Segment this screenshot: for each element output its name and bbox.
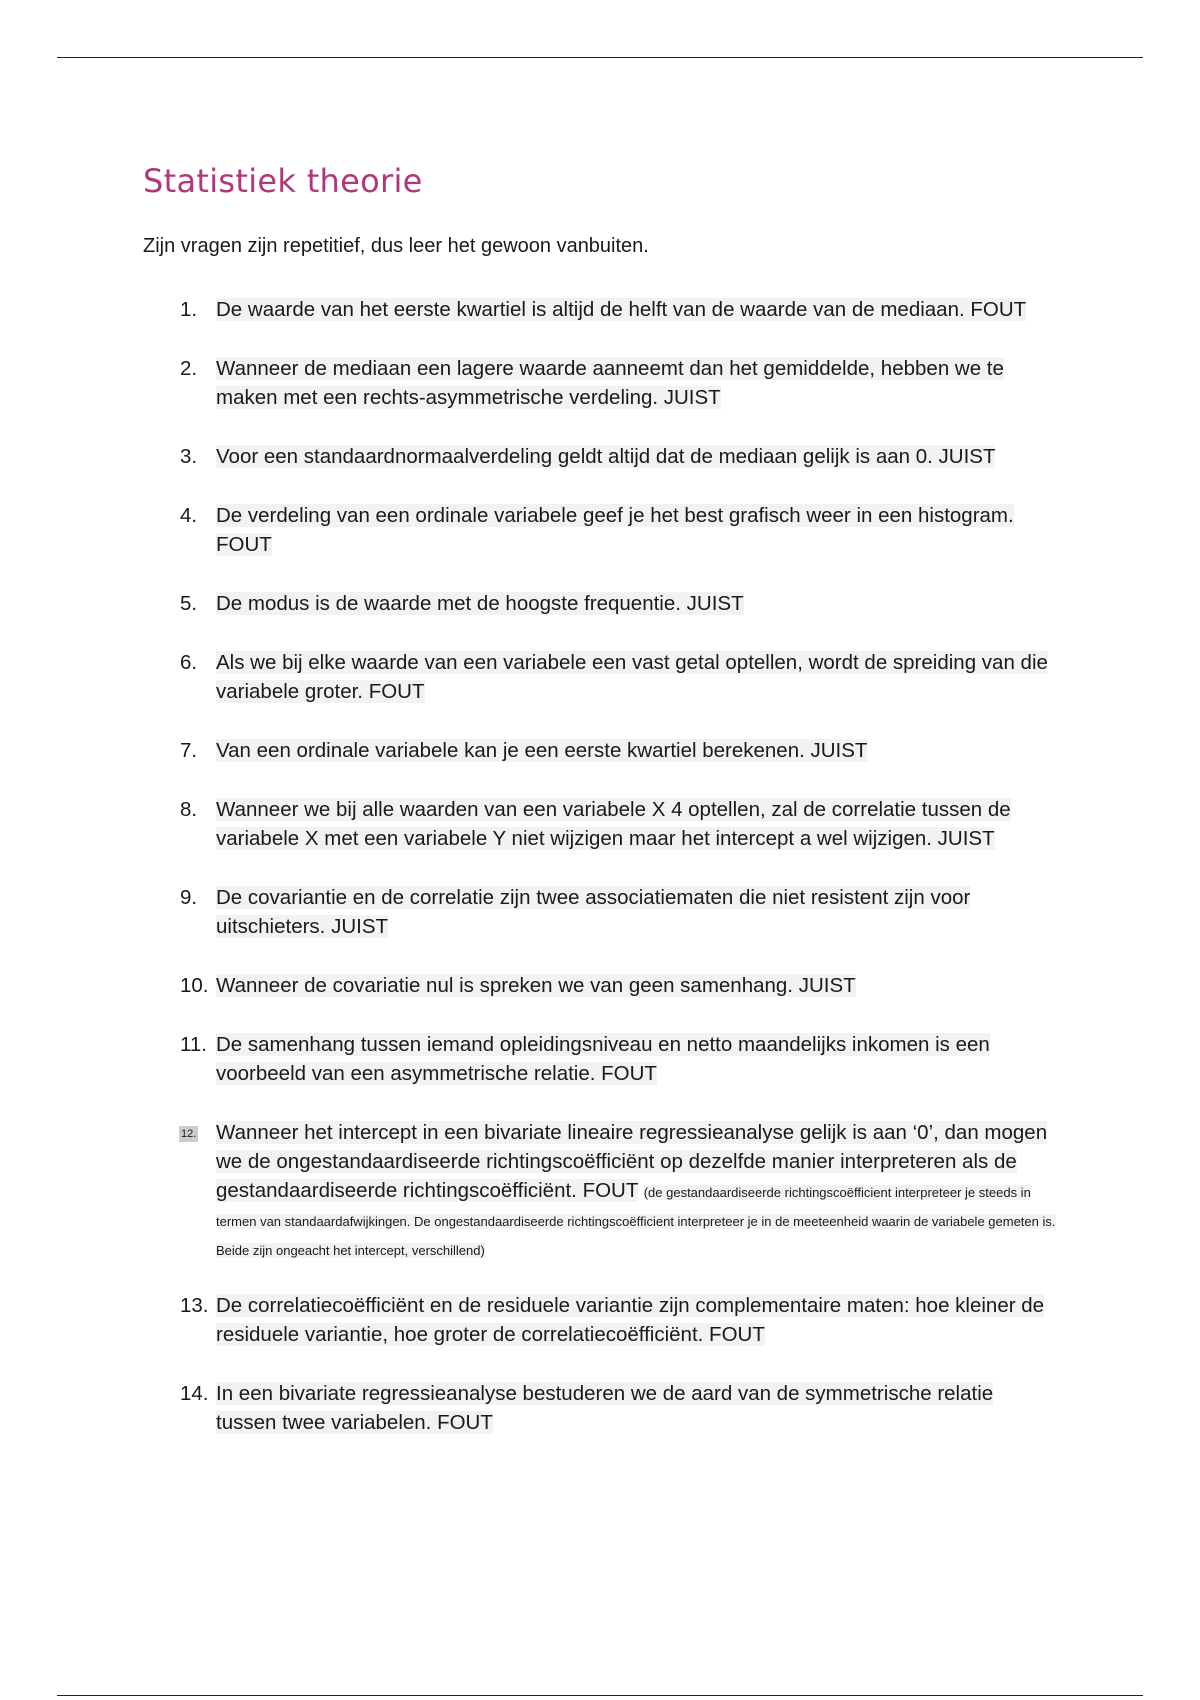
question-item	[143, 589, 1058, 618]
question-item	[143, 1030, 1058, 1088]
question-item	[143, 648, 1058, 706]
question-text: De samenhang tussen iemand opleidingsniveau en netto maandelijks inkomen is een voorbeeld van een asymmetrische relatie. FOUT	[216, 1033, 990, 1085]
question-number: 1.	[180, 298, 198, 321]
intro-text: Zijn vragen zijn repetitief, dus leer het gewoon vanbuiten.	[143, 235, 649, 257]
question-item	[143, 501, 1058, 559]
question-text: Wanneer de covariatie nul is spreken we van geen samenhang. JUIST	[216, 974, 856, 997]
question-number: 2.	[180, 357, 198, 380]
question-item	[143, 1379, 1058, 1437]
question-item	[143, 971, 1058, 1000]
question-item	[143, 1118, 1058, 1263]
question-number: 4.	[180, 504, 198, 527]
question-text: Wanneer we bij alle waarden van een variabele X 4 optellen, zal de correlatie tussen de variabele X met een variabele Y niet wijzigen maar het intercept a wel wijzigen. JUIST	[216, 798, 1011, 850]
question-list	[143, 295, 1058, 1467]
question-item	[143, 1291, 1058, 1349]
question-text: Als we bij elke waarde van een variabele een vast getal optellen, wordt de spreiding van die variabele groter. FOUT	[216, 651, 1048, 703]
page-top-rule	[57, 57, 1143, 58]
question-text: Wanneer de mediaan een lagere waarde aanneemt dan het gemiddelde, hebben we te maken met een rechts-asymmetrische verdeling. JUIST	[216, 357, 1004, 409]
question-number: 6.	[180, 651, 198, 674]
question-number: 12.	[181, 1128, 197, 1140]
question-item	[143, 295, 1058, 324]
question-number: 11.	[180, 1033, 207, 1056]
question-text: Wanneer het intercept in een bivariate lineaire regressieanalyse gelijk is aan ‘0’, dan mogen we de ongestandaardiseerde richtingscoëfficiënt op dezelfde manier interpreteren als de gestandaardiseerde richtingscoëfficiënt. FOUT	[216, 1121, 1048, 1202]
question-number: 14.	[180, 1382, 209, 1405]
question-text: Voor een standaardnormaalverdeling geldt altijd dat de mediaan gelijk is aan 0. JUIST	[216, 445, 996, 468]
question-text: Van een ordinale variabele kan je een eerste kwartiel berekenen. JUIST	[216, 739, 868, 762]
question-item	[143, 442, 1058, 471]
question-number: 9.	[180, 886, 198, 909]
question-text: In een bivariate regressieanalyse bestuderen we de aard van de symmetrische relatie tussen twee variabelen. FOUT	[216, 1382, 994, 1434]
question-number: 7.	[180, 739, 198, 762]
page-title: Statistiek theorie	[143, 162, 423, 200]
question-item	[143, 883, 1058, 941]
question-text: De verdeling van een ordinale variabele geef je het best grafisch weer in een histogram. FOUT	[216, 504, 1014, 556]
question-note: (de gestandaardiseerde richtingscoëfficient interpreteer je steeds in termen van standaardafwijkingen. De ongestandaardiseerde richtingscoëfficient interpreteer je in de meeteenheid waarin de variabele gemeten is. Beide zijn ongeacht het intercept, verschillend)	[216, 1185, 1056, 1258]
question-item	[143, 736, 1058, 765]
question-item	[143, 354, 1058, 412]
question-item	[143, 795, 1058, 853]
page-bottom-rule	[57, 1695, 1143, 1696]
question-number: 10.	[180, 974, 209, 997]
question-text: De covariantie en de correlatie zijn twee associatiematen die niet resistent zijn voor uitschieters. JUIST	[216, 886, 971, 938]
question-number: 3.	[180, 445, 198, 468]
question-text: De waarde van het eerste kwartiel is altijd de helft van de waarde van de mediaan. FOUT	[216, 298, 1027, 321]
question-number: 13.	[180, 1294, 209, 1317]
question-number: 8.	[180, 798, 198, 821]
question-text: De correlatiecoëfficiënt en de residuele variantie zijn complementaire maten: hoe kleiner de residuele variantie, hoe groter de correlatiecoëfficiënt. FOUT	[216, 1294, 1045, 1346]
question-number: 5.	[180, 592, 198, 615]
question-text: De modus is de waarde met de hoogste frequentie. JUIST	[216, 592, 744, 615]
